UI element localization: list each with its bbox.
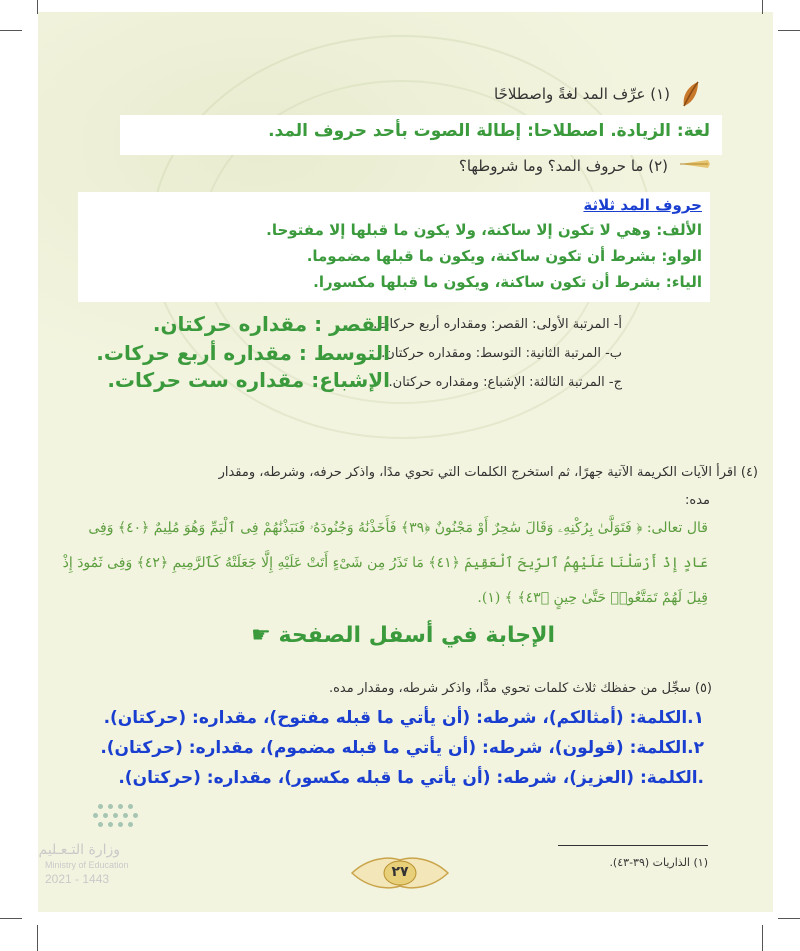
rank-b: ب- المرتبة الثانية: التوسط: ومقداره حركتان. (381, 346, 622, 361)
ministry-name-en: Ministry of Education (45, 860, 129, 870)
verse-line-3: قِيلَ لَهُمْ تَمَتَّعُوا۟ حَتَّىٰ حِينٍ ﴿٤٣﴾ ﴾ (١). (477, 590, 708, 606)
answer-5-item: ١.الكلمة: (أمثالكم)، شرطه: (أن يأتي ما قبله مفتوح)، مقداره: (حركتان). (103, 708, 704, 728)
answer-2-title: حروف المد ثلاثة (583, 196, 702, 214)
answer-2-ya: الياء: بشرط أن تكون ساكنة، ويكون ما قبلها مكسورا. (313, 273, 702, 291)
ministry-name-ar: وزارة التـعـليم (38, 842, 120, 858)
quill-icon (678, 80, 704, 110)
answer-1: لغة: الزيادة. اصطلاحا: إطالة الصوت بأحد حروف المد. (268, 121, 710, 141)
page-number: ٢٧ (391, 864, 409, 880)
answer-5-item: .الكلمة: (العزيز)، شرطه: (أن يأتي ما قبله مكسور)، مقداره: (حركتان). (118, 768, 704, 788)
answer-2-alif: الألف: وهي لا تكون إلا ساكنة، ولا يكون ما قبلها إلا مفتوحا. (266, 221, 702, 239)
rank-c: ج- المرتبة الثالثة: الإشباع: ومقداره حركتان. (388, 375, 622, 390)
rank-a: أ- المرتبة الأولى: القصر: ومقداره أربع حركات. (373, 317, 622, 332)
crop-mark (778, 918, 800, 919)
pen-icon (678, 157, 712, 171)
footnote-divider (558, 845, 708, 846)
footnote: (١) الذاريات (٣٩-٤٣). (609, 856, 708, 869)
crop-mark (37, 0, 38, 14)
crop-mark (778, 30, 800, 31)
question-1: (١) عرِّف المد لغةً واصطلاحًا (494, 85, 670, 103)
crop-mark (0, 30, 22, 31)
verse-line-2: عَادٍ إِذْ أَرْسَلْنَا عَلَيْهِمُ ٱلرِّيحَ ٱلْعَقِيمَ ﴿٤١﴾ مَا تَذَرُ مِن شَىْءٍ أَتَتْ عَلَيْهِ إِلَّا جَعَلَتْهُ كَٱلرَّمِيمِ ﴿٤٢﴾ وَفِى ثَمُودَ إِذْ (62, 555, 708, 571)
rank-b-answer: التوسط : مقداره أربع حركات. (96, 341, 390, 365)
crop-mark (762, 0, 763, 14)
ministry-year: 2021 - 1443 (45, 872, 110, 886)
question-4-line1: (٤) اقرأ الآيات الكريمة الآتية جهرًا، ثم استخرج الكلمات التي تحوي مدًا، واذكر حرفه، وشرطه، ومقدار (218, 465, 758, 480)
crop-mark (0, 918, 22, 919)
question-4-line2: مده: (685, 493, 710, 508)
crop-mark (37, 925, 38, 951)
ministry-logo (78, 800, 178, 840)
question-5: (٥) سجِّل من حفظك ثلاث كلمات تحوي مدًّا، واذكر شرطه، ومقدار مده. (328, 681, 712, 696)
rank-a-answer: القصر : مقداره حركتان. (152, 312, 390, 336)
answer-5-item: ٢.الكلمة: (قولون)، شرطه: (أن يأتي ما قبله مضموم)، مقداره: (حركتان). (100, 738, 704, 758)
verse-line-1: قال تعالى: ﴿ فَتَوَلَّىٰ بِرُكْنِهِۦ وَقَالَ سَٰحِرٌ أَوْ مَجْنُونٌ ﴿٣٩﴾ فَأَخَذْنَٰهُ وَجُنُودَهُۥ فَنَبَذْنَٰهُمْ فِى ٱلْيَمِّ وَهُوَ مُلِيمٌ ﴿٤٠﴾ وَفِى (88, 520, 708, 536)
crop-mark (762, 925, 763, 951)
rank-c-answer: الإشباع: مقداره ست حركات. (107, 368, 390, 392)
answer-2-waw: الواو: بشرط أن تكون ساكنة، ويكون ما قبلها مضموما. (306, 247, 702, 265)
question-2: (٢) ما حروف المد؟ وما شروطها؟ (458, 157, 668, 175)
answer-note: الإجابة في أسفل الصفحة ☛ (251, 623, 555, 648)
